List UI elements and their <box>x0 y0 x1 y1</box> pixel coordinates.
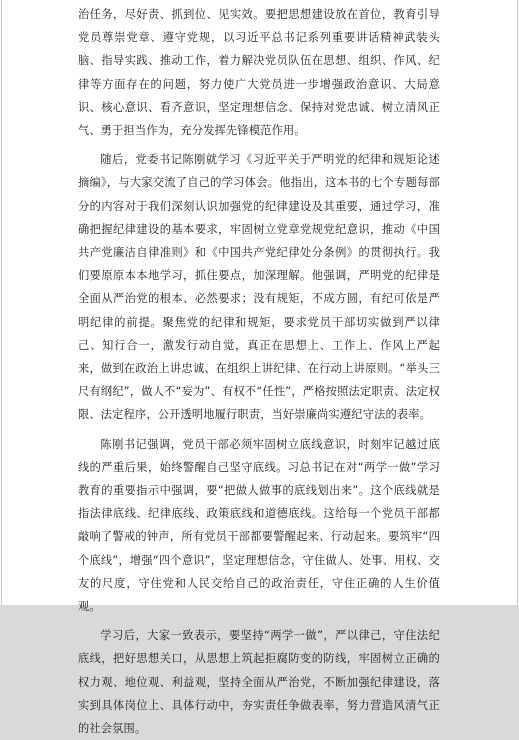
paragraph-2: 随后，党委书记陈刚就学习《习近平关于严明党的纪律和规矩论述摘编》，与大家交流了自己的学习体会。他指出，这本书的七个专题每部分的内容对于我们深刻认识加强党的纪律建设及其重要，通过学习，准确把握纪律建设的基本要求，牢固树立党章党规党纪意识，推动《中国共产党廉洁自律准则》和《中国共产党纪律处分条例》的贯彻执行。我们要原原本本地学习，抓住要点，加深理解。他强调，严明党的纪律是全面从严治党的根本、必然要求；没有规矩，不成方圆，有纪可依是严明纪律的前提。聚焦党的纪律和规矩，要求党员干部切实做到严以律己、知行合一，激发行动自觉，真正在思想上、工作上、作风上严起来，做到在政治上讲忠诚、在组织上讲纪律、在行动上讲原则。“举头三尺有纲纪”，做人不“妄为”、有权不“任性”，严格按照法定职责、法定权限、法定程序，公开透明地履行职责，当好崇廉尚实遵纪守法的表率。 <box>78 153 440 422</box>
paragraph-1: 治任务，尽好责、抓到位、见实效。要把思想建设放在首位，教育引导党员尊崇党章、遵守党规，以习近平总书记系列重要讲话精神武装头脑、指导实践、推动工作，着力解决党员队伍在思想、组织、作风、纪律等方面存在的问题，努力使广大党员进一步增强政治意识、大局意识、核心意识、看齐意识，坚定理想信念、保持对党忠诚、树立清风正气、勇于担当作为，充分发挥先锋模范作用。 <box>78 8 440 138</box>
paragraph-4: 学习后，大家一致表示，要坚持“两学一做”，严以律己，守住法纪底线，把好思想关口，从思想上筑起拒腐防变的防线，牢固树立正确的权力观、地位观、利益观，坚持全面从严治党，不断加强纪律建设，落实到具体岗位上、具体行动中，夯实责任争做表率，努力营造风清气正的社会氛围。 <box>78 629 440 736</box>
paragraph-3: 陈刚书记强调，党员干部必须牢固树立底线意识，时刻牢记越过底线的严重后果，始终警醒自己坚守底线。习总书记在对“两学一做”学习教育的重要指示中强调，要“把做人做事的底线划出来”。这个底线就是指法律底线、纪律底线、政策底线和道德底线。这给每一个党员干部都敲响了警戒的钟声，所有党员干部都要警醒起来、行动起来。要筑牢“四个底线”，增强“四个意识”，坚定理想信念，守住做人、处事、用权、交友的尺度，守住党和人民交给自己的政治责任，守住正确的人生价值观。 <box>78 437 440 614</box>
document-body <box>78 3 440 740</box>
